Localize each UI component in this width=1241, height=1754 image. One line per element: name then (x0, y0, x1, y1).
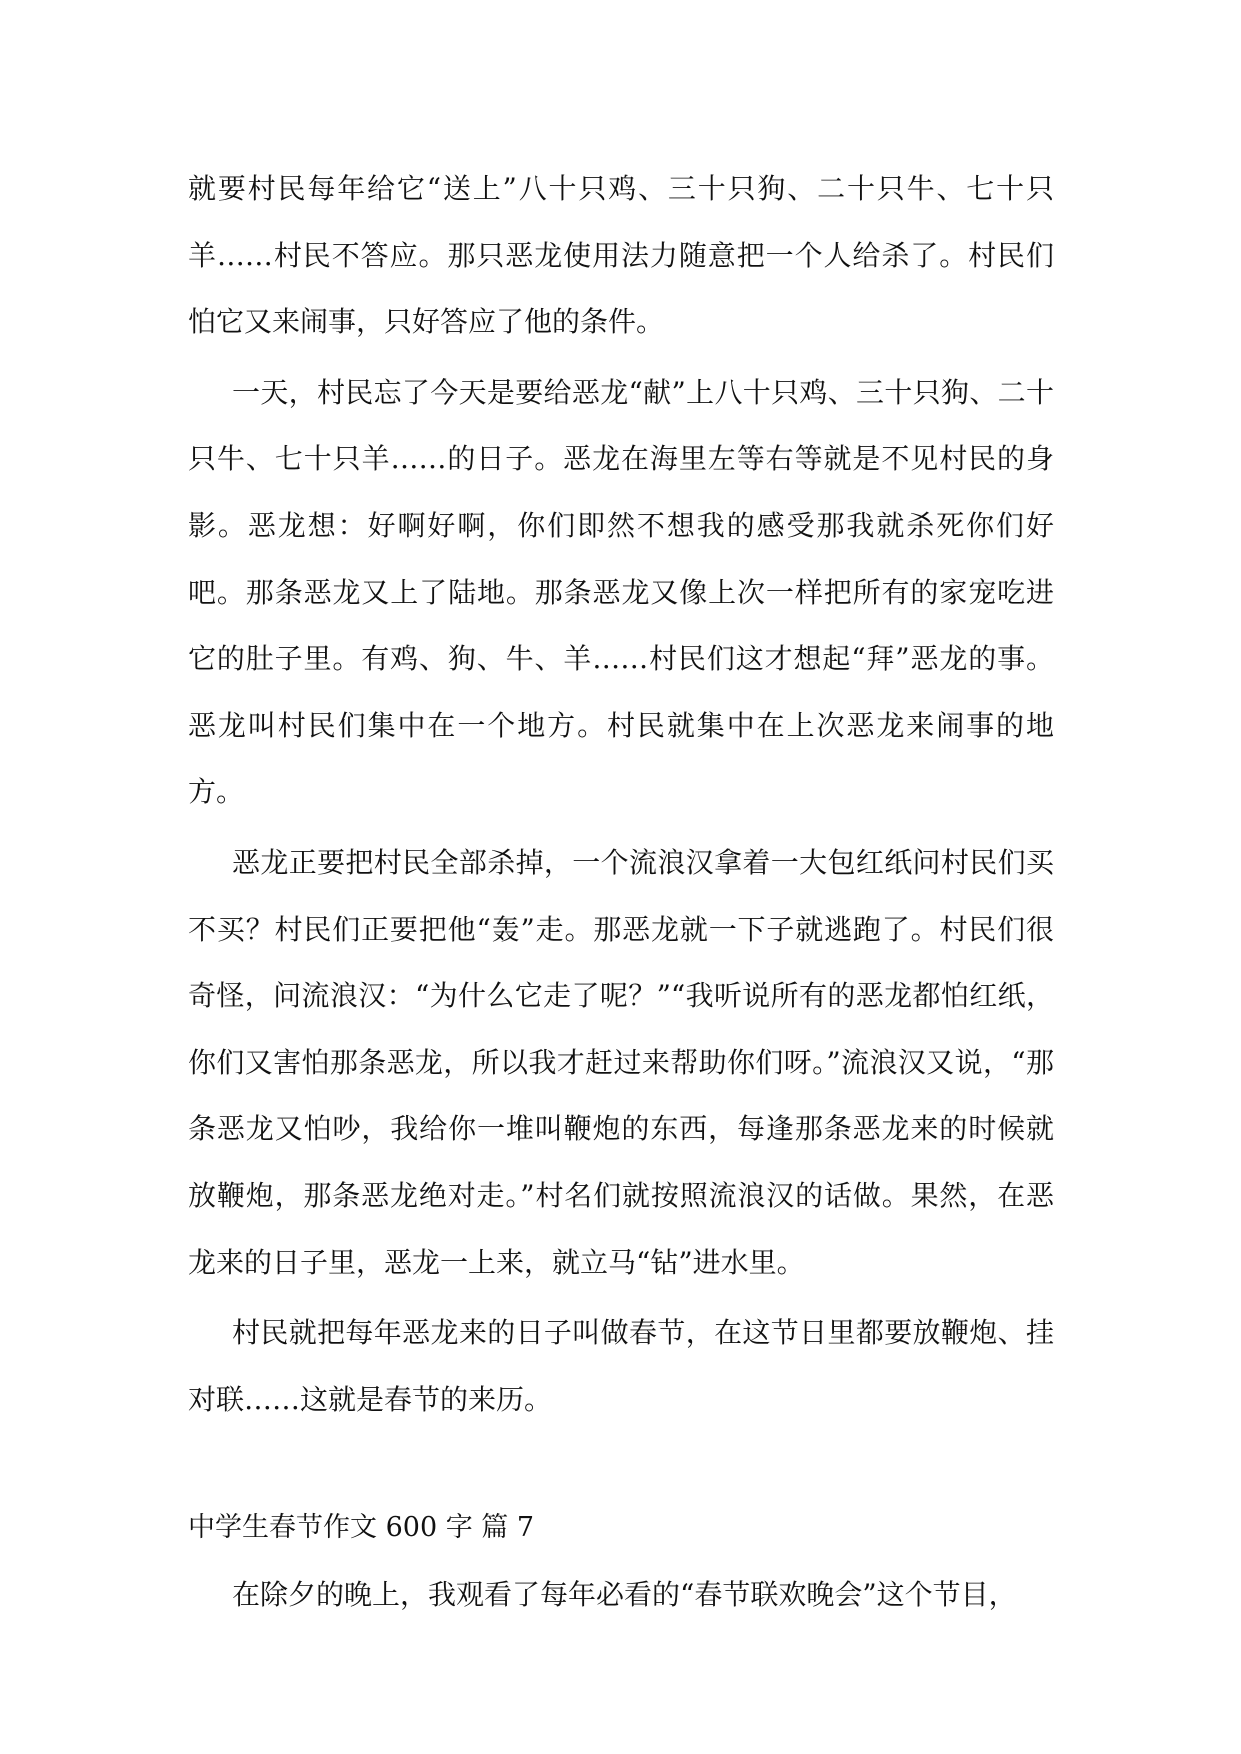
section-gap (188, 1433, 1054, 1495)
paragraph-1: 就要村民每年给它“送上”八十只鸡、三十只狗、二十只牛、七十只羊……村民不答应。那只恶龙使用法力随意把一个人给杀了。村民们怕它又来闹事，只好答应了他的条件。 (188, 172, 1054, 339)
paragraph-2: 一天，村民忘了今天是要给恶龙“献”上八十只鸡、三十只狗、二十只牛、七十只羊……的日子。恶龙在海里左等右等就是不见村民的身影。恶龙想：好啊好啊，你们即然不想我的感受那我就杀死你们好吧。那条恶龙又上了陆地。那条恶龙又像上次一样把所有的家宠吃进它的肚子里。有鸡、狗、牛、羊……村民们这才想起“拜”恶龙的事。恶龙叫村民们集中在一个地方。村民就集中在上次恶龙来闹事的地方。 (188, 375, 1054, 809)
paragraph-4: 村民就把每年恶龙来的日子叫做春节，在这节日里都要放鞭炮、挂对联……这就是春节的来历。 (188, 1316, 1054, 1416)
document-body (188, 156, 1054, 1628)
section-heading: 中学生春节作文 600 字 篇 7 (188, 1512, 535, 1544)
paragraph-5: 在除夕的晚上，我观看了每年必看的“春节联欢晚会”这个节目， (232, 1577, 1017, 1611)
paragraph-3: 恶龙正要把村民全部杀掉，一个流浪汉拿着一大包红纸问村民们买不买？村民们正要把他“轰”走。那恶龙就一下子就逃跑了。村民们很奇怪，问流浪汉：“为什么它走了呢？”“我听说所有的恶龙都怕红纸，你们又害怕那条恶龙，所以我才赶过来帮助你们呀。”流浪汉又说，“那条恶龙又怕吵，我给你一堆叫鞭炮的东西，每逢那条恶龙来的时候就放鞭炮，那条恶龙绝对走。”村名们就按照流浪汉的话做。果然，在恶龙来的日子里，恶龙一上来，就立马“钻”进水里。 (188, 845, 1054, 1279)
